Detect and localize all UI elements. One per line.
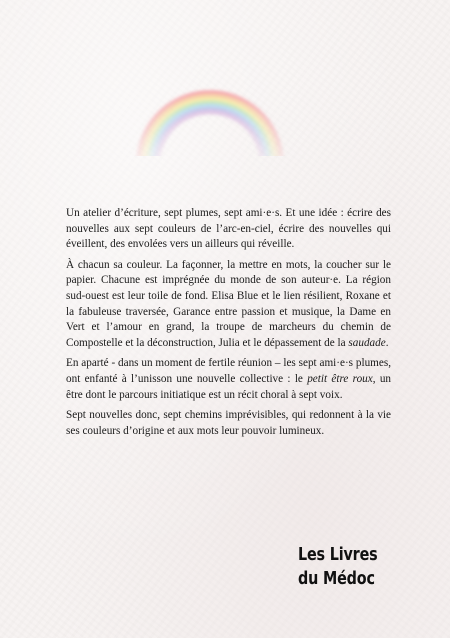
publisher-name xyxy=(298,543,378,591)
publisher-line-1: Les Livres xyxy=(298,545,378,565)
paragraph-2 xyxy=(66,258,391,352)
paragraph-3 xyxy=(66,356,391,403)
paragraph-1 xyxy=(66,206,391,253)
paragraph-4-text: Sept nouvelles donc, sept chemins imprévisibles, qui redonnent à la vie ses couleurs d’origine et aux mots leur pouvoir lumineux. xyxy=(66,409,391,437)
publisher-line-2: du Médoc xyxy=(298,569,375,589)
petit-etre-roux-title: petit être roux xyxy=(307,372,373,385)
saudade-word: saudade xyxy=(348,336,386,349)
rainbow-illustration xyxy=(110,86,310,156)
paragraph-2-text: À chacun sa couleur. La façonner, la mettre en mots, la coucher sur le papier. Chacune est imprégnée du monde de son auteur·e. La région sud-ouest est leur toile de fond. Elisa Blue et le lien résilient, Roxane et la fabuleuse traversée, Garance entre passion et musique, la Dame en Vert et l’amour en grand, la troupe de marcheurs du chemin de Compostelle et la déconstruction, Julia et le dépassement de la xyxy=(66,258,391,349)
paragraph-2-end: . xyxy=(385,336,389,349)
description-text xyxy=(66,206,391,444)
paragraph-1-text: Un atelier d’écriture, sept plumes, sept ami·e·s. Et une idée : écrire des nouvelles aux sept couleurs de l’arc-en-ciel, écrire des nouvelles qui éveillent, des envolées vers un ailleurs qui réveille. xyxy=(66,207,391,251)
paragraph-4 xyxy=(66,408,391,439)
paragraph-3-end: , un être dont le parcours initiatique est un récit choral à sept voix. xyxy=(66,372,392,401)
paragraph-3-text: En aparté - dans un moment de fertile réunion – les sept ami·e·s plumes, ont enfanté à l’unisson une nouvelle collective : le xyxy=(66,357,391,385)
